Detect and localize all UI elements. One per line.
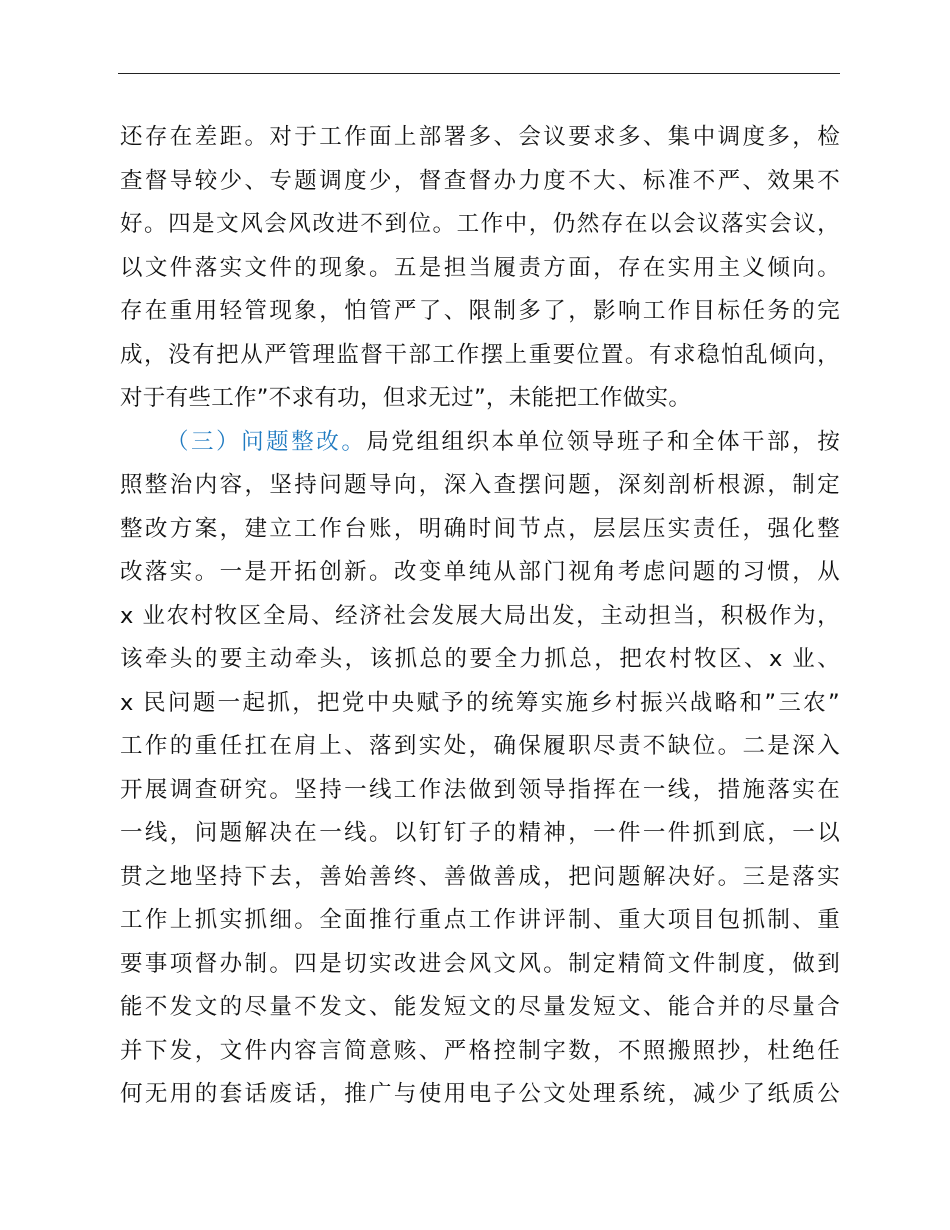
- text-line: 要事项督办制。四是切实改进会风文风。制定精简文件制度，做到: [120, 950, 840, 977]
- text-line: 照整治内容，坚持问题导向，深入查摆问题，深刻剖析根源，制定: [120, 472, 840, 498]
- text-line: 存在重用轻管现象，怕管严了、限制多了，影响工作目标任务的完: [120, 298, 840, 324]
- text-line: 何无用的套话废话，推广与使用电子公文处理系统，减少了纸质公: [120, 1081, 840, 1107]
- text-line: x 民问题一起抓，把党中央赋予的统筹实施乡村振兴战略和”三农”: [120, 689, 840, 716]
- text-line: 对于有些工作”不求有功，但求无过”，未能把工作做实。: [120, 385, 692, 411]
- text-line: 一线，问题解决在一线。以钉钉子的精神，一件一件抓到底，一以: [120, 820, 840, 846]
- document-body: [120, 116, 840, 1117]
- text-line: 还存在差距。对于工作面上部署多、会议要求多、集中调度多，检: [120, 124, 840, 150]
- text-line: 贯之地坚持下去，善始善终、善做善成，把问题解决好。三是落实: [120, 863, 840, 890]
- text-line: 能不发文的尽量不发文、能发短文的尽量发短文、能合并的尽量合: [120, 994, 840, 1020]
- section-heading: （三）问题整改。: [166, 428, 367, 455]
- text-line: 成，没有把从严管理监督干部工作摆上重要位置。有求稳怕乱倾向，: [120, 341, 840, 368]
- text-line: 该牵头的要主动牵头，该抓总的要全力抓总，把农村牧区、x 业、: [120, 646, 840, 672]
- text-line: x 业农村牧区全局、经济社会发展大局出发，主动担当，积极作为，: [120, 602, 840, 629]
- section-heading-text: 局党组组织本单位领导班子和全体干部，按: [366, 428, 840, 455]
- section-heading-line: [120, 421, 840, 465]
- text-line: 并下发，文件内容言简意赅、严格控制字数，不照搬照抄，杜绝任: [120, 1037, 840, 1064]
- text-line: 整改方案，建立工作台账，明确时间节点，层层压实责任，强化整: [120, 515, 840, 542]
- text-line: 开展调查研究。坚持一线工作法做到领导指挥在一线，措施落实在: [120, 776, 840, 803]
- text-line: 好。四是文风会风改进不到位。工作中，仍然存在以会议落实会议，: [120, 211, 840, 237]
- text-line: 工作的重任扛在肩上、落到实处，确保履职尽责不缺位。二是深入: [120, 733, 840, 759]
- header-divider: [118, 73, 840, 74]
- text-line: 改落实。一是开拓创新。改变单纯从部门视角考虑问题的习惯，从: [120, 559, 840, 585]
- text-line: 以文件落实文件的现象。五是担当履责方面，存在实用主义倾向。: [120, 254, 840, 281]
- text-line: 查督导较少、专题调度少，督查督办力度不大、标准不严、效果不: [120, 167, 840, 194]
- text-line: 工作上抓实抓细。全面推行重点工作讲评制、重大项目包抓制、重: [120, 907, 840, 933]
